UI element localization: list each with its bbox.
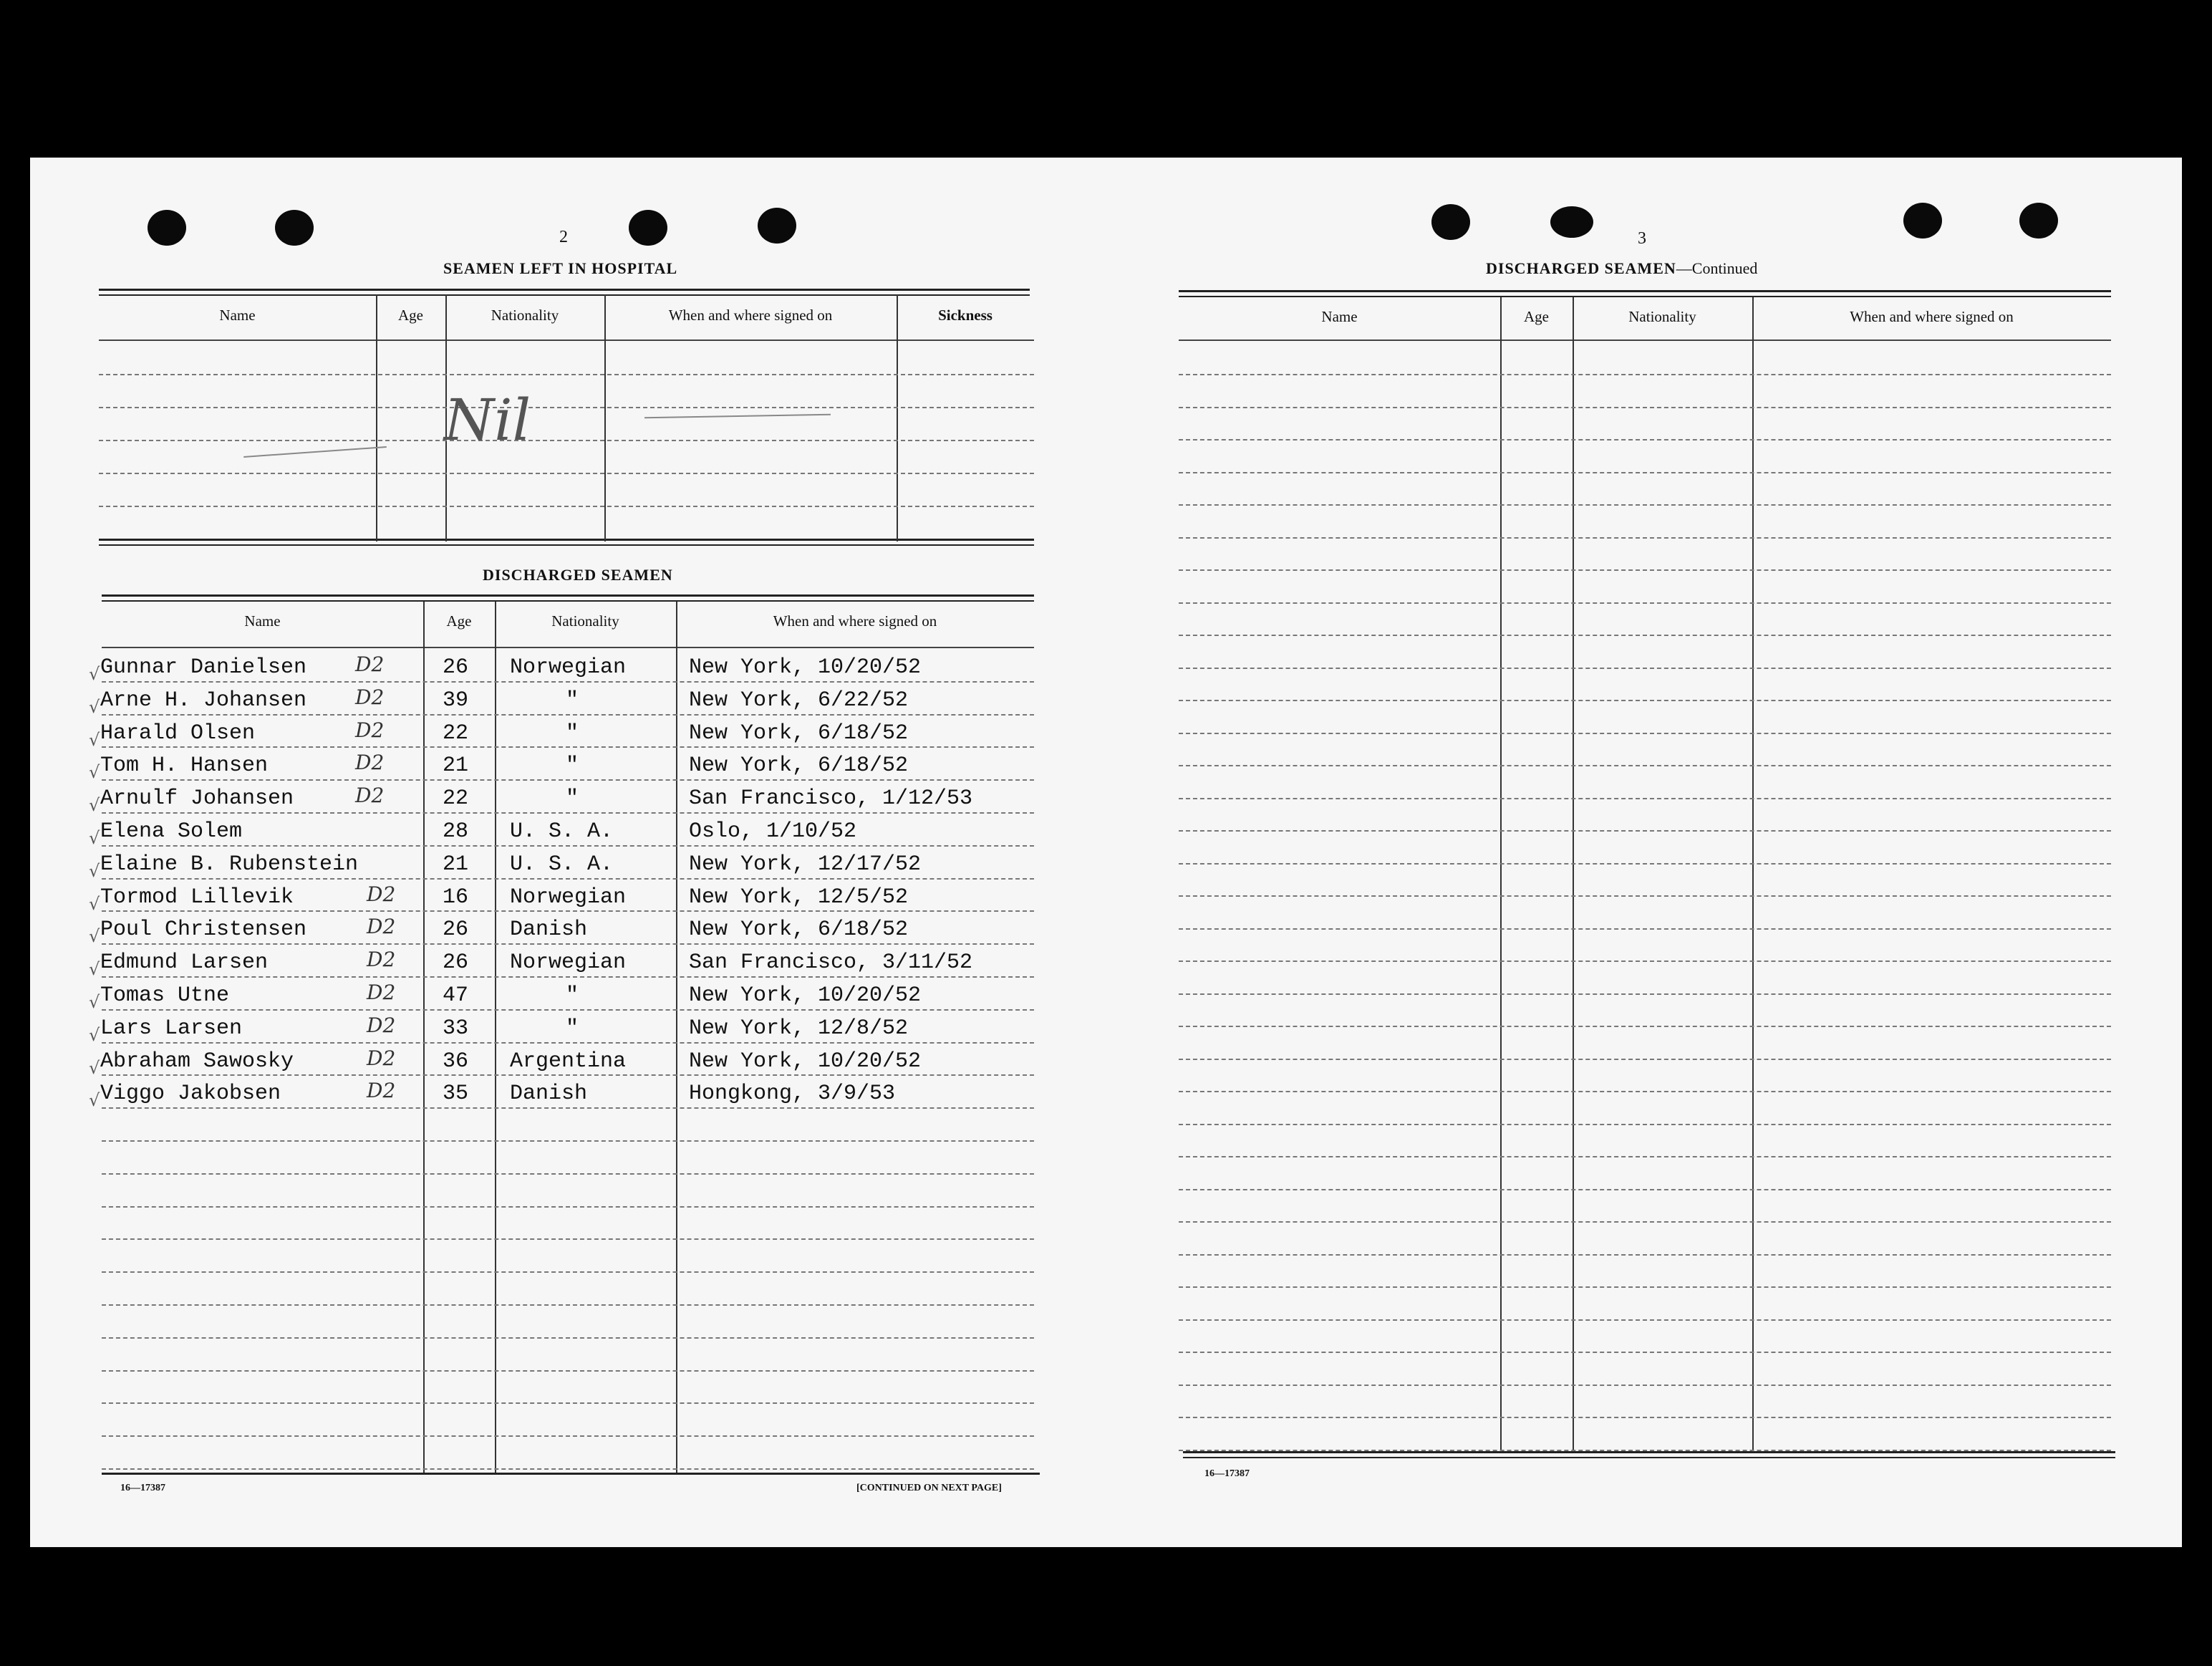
seaman-name: Arne H. Johansen [100,688,307,713]
ruled-line [1179,765,2111,766]
ruled-line [102,1042,1034,1044]
table-top-rule [1179,296,2111,297]
handwritten-mark: D2 [367,882,396,906]
seaman-signed-on: New York, 10/20/52 [689,983,922,1008]
ruled-line [1179,374,2111,375]
punch-hole [1431,204,1470,240]
ruled-line [1179,960,2111,962]
column-header-nationality: Nationality [551,612,619,630]
ruled-line [102,1304,1034,1306]
seaman-age: 47 [443,983,469,1008]
ruled-line [1179,733,2111,734]
column-divider [376,294,377,541]
seaman-age: 26 [443,655,469,680]
table-top-rule [1179,290,2111,292]
handwritten-mark: D2 [355,653,385,676]
seaman-name: Gunnar Danielsen [100,655,307,680]
check-mark-icon: √ [89,1025,100,1045]
punch-hole [758,208,796,244]
page-number: 3 [1638,229,1646,248]
seaman-age: 21 [443,753,469,778]
check-mark-icon: √ [89,664,100,684]
seaman-age: 35 [443,1082,469,1106]
handwritten-mark: D2 [367,1046,396,1070]
ruled-line [1179,1091,2111,1092]
seaman-signed-on: New York, 10/20/52 [689,655,922,680]
discharged-section-title: DISCHARGED SEAMEN [483,566,673,584]
seaman-name: Lars Larsen [100,1016,243,1041]
ruled-line [1179,407,2111,408]
ruled-line [1179,668,2111,669]
table-top-rule [102,600,1034,602]
handwritten-mark: D2 [355,751,385,774]
check-mark-icon: √ [89,861,100,881]
check-mark-icon: √ [89,697,100,717]
seaman-age: 39 [443,688,469,713]
seaman-nationality: " [566,983,579,1008]
punch-hole [629,210,667,246]
handwritten-mark: D2 [367,1079,396,1102]
table-bottom-rule [99,539,1034,541]
column-divider [423,602,425,1473]
hospital-section-title: SEAMEN LEFT IN HOSPITAL [443,259,678,277]
ruled-line [102,1238,1034,1240]
form-number: 16—17387 [1204,1468,1250,1479]
handwritten-mark: D2 [367,948,396,971]
seaman-age: 22 [443,786,469,811]
seaman-nationality: Norwegian [510,950,627,975]
column-divider [495,602,496,1473]
ruled-line [99,407,1034,408]
seaman-nationality: " [566,721,579,746]
seaman-signed-on: New York, 12/8/52 [689,1016,909,1041]
ruled-line [1179,700,2111,701]
ruled-line [102,1468,1034,1470]
seaman-name: Elena Solem [100,819,243,844]
table-top-rule [99,294,1030,296]
ruled-line [102,1009,1034,1011]
ruled-line [102,1271,1034,1273]
column-header-signed-on: When and where signed on [1850,308,2014,325]
ruled-line [1179,1417,2111,1418]
seaman-signed-on: New York, 12/17/52 [689,852,922,877]
punch-hole [1903,203,1942,239]
ruled-line [102,1074,1034,1076]
ruled-line [1179,1026,2111,1027]
seaman-nationality: Norwegian [510,885,627,910]
ruled-line [1179,439,2111,440]
seaman-nationality: U. S. A. [510,819,614,844]
seaman-age: 16 [443,885,469,910]
column-divider [1500,297,1502,1452]
ruled-line [1179,537,2111,539]
ruled-line [1179,1254,2111,1256]
ruled-line [102,878,1034,880]
handwritten-mark: D2 [355,718,385,742]
ruled-line [102,812,1034,814]
ruled-line [99,473,1034,474]
column-header-name: Name [244,612,281,630]
ruled-line [1179,1059,2111,1060]
punch-hole [148,210,186,246]
seaman-name: Tormod Lillevik [100,885,294,910]
seaman-nationality: Argentina [510,1049,627,1074]
continued-note: [CONTINUED ON NEXT PAGE] [856,1483,1002,1493]
check-mark-icon: √ [89,992,100,1012]
seaman-signed-on: New York, 12/5/52 [689,885,909,910]
punch-hole [1550,206,1593,238]
check-mark-icon: √ [89,926,100,946]
ruled-line [102,746,1034,748]
ruled-line [102,714,1034,716]
seaman-nationality: Norwegian [510,655,627,680]
seaman-signed-on: New York, 10/20/52 [689,1049,922,1074]
seaman-name: Poul Christensen [100,918,307,942]
seaman-age: 28 [443,819,469,844]
ruled-line [102,1435,1034,1437]
punch-hole [2019,203,2058,239]
seaman-name: Viggo Jakobsen [100,1082,281,1106]
seaman-name: Abraham Sawosky [100,1049,294,1074]
seaman-nationality: " [566,688,579,713]
ruled-line [102,910,1034,912]
ruled-line [1179,472,2111,473]
column-header-sickness: Sickness [938,307,992,324]
ruled-line [1179,504,2111,506]
seaman-signed-on: San Francisco, 3/11/52 [689,950,973,975]
handwritten-mark: D2 [355,685,385,709]
punch-hole [275,210,314,246]
title-suffix: —Continued [1676,259,1758,277]
check-mark-icon: √ [89,894,100,914]
seaman-age: 33 [443,1016,469,1041]
handwritten-mark: D2 [367,1013,396,1037]
seaman-signed-on: San Francisco, 1/12/53 [689,786,973,811]
column-header-age: Age [398,307,423,324]
check-mark-icon: √ [89,1058,100,1078]
seaman-nationality: " [566,786,579,811]
seaman-signed-on: New York, 6/18/52 [689,918,909,942]
column-header-nationality: Nationality [491,307,559,324]
seaman-name: Edmund Larsen [100,950,269,975]
header-rule [99,340,1034,341]
ruled-line [102,1402,1034,1404]
column-divider [1752,297,1754,1452]
ruled-line [99,440,1034,441]
ruled-line [1179,1156,2111,1157]
ruled-line [102,943,1034,945]
ruled-line [102,779,1034,781]
ruled-line [1179,830,2111,832]
column-divider [897,294,898,541]
seaman-name: Arnulf Johansen [100,786,294,811]
ruled-line [102,976,1034,978]
table-bottom-rule [1183,1451,2115,1453]
page-number: 2 [559,228,568,246]
table-bottom-rule [102,1473,1040,1475]
header-rule [102,647,1034,648]
discharged-continued-title [1486,259,1757,278]
column-header-signed-on: When and where signed on [668,307,833,324]
ruled-line [1179,1450,2111,1451]
ruled-line [1179,1385,2111,1386]
handwritten-mark: D2 [367,915,396,938]
ruled-line [1179,1352,2111,1353]
ruled-line [1179,1124,2111,1125]
ruled-line [102,1337,1034,1339]
column-header-nationality: Nationality [1628,308,1696,325]
form-number: 16—17387 [120,1483,165,1493]
column-divider [676,602,677,1473]
column-header-signed-on: When and where signed on [773,612,937,630]
seaman-nationality: Danish [510,1082,588,1106]
column-divider [604,294,606,541]
check-mark-icon: √ [89,828,100,848]
seaman-signed-on: New York, 6/22/52 [689,688,909,713]
ruled-line [1179,1189,2111,1190]
check-mark-icon: √ [89,762,100,782]
seaman-signed-on: New York, 6/18/52 [689,753,909,778]
ruled-line [1179,993,2111,995]
seaman-nationality: U. S. A. [510,852,614,877]
ruled-line [1179,635,2111,636]
ruled-line [1179,1319,2111,1321]
ruled-line [102,1370,1034,1372]
ruled-line [1179,602,2111,604]
seaman-age: 26 [443,950,469,975]
seaman-name: Tom H. Hansen [100,753,269,778]
column-header-name: Name [219,307,256,324]
table-bottom-rule [99,544,1034,546]
ruled-line [102,1107,1034,1109]
seaman-name: Harald Olsen [100,721,256,746]
seaman-signed-on: Oslo, 1/10/52 [689,819,857,844]
check-mark-icon: √ [89,1090,100,1110]
ruled-line [1179,1286,2111,1288]
ruled-line [102,681,1034,683]
header-rule [1179,340,2111,341]
ruled-line [1179,798,2111,799]
ruled-line [1179,895,2111,897]
seaman-nationality: " [566,753,579,778]
seaman-nationality: " [566,1016,579,1041]
seaman-age: 21 [443,852,469,877]
seaman-name: Tomas Utne [100,983,230,1008]
column-header-age: Age [446,612,472,630]
check-mark-icon: √ [89,730,100,750]
ruled-line [1179,928,2111,930]
ruled-line [102,1140,1034,1142]
ruled-line [102,845,1034,847]
column-header-name: Name [1321,308,1358,325]
ruled-line [102,1206,1034,1208]
ruled-line [99,374,1034,375]
column-divider [1573,297,1574,1452]
handwritten-mark: D2 [355,784,385,807]
check-mark-icon: √ [89,795,100,815]
ruled-line [1179,569,2111,571]
ruled-line [1179,863,2111,865]
title-main: DISCHARGED SEAMEN [1486,259,1676,277]
ruled-line [1179,1221,2111,1223]
handwritten-mark: D2 [367,981,396,1004]
seaman-age: 22 [443,721,469,746]
ruled-line [102,1173,1034,1175]
seaman-name: Elaine B. Rubenstein [100,852,359,877]
seaman-nationality: Danish [510,918,588,942]
table-top-rule [102,594,1034,597]
ruled-line [99,506,1034,507]
seaman-age: 36 [443,1049,469,1074]
column-header-age: Age [1524,308,1549,325]
table-bottom-rule [1183,1457,2115,1458]
handwritten-nil-annotation: Nil [444,387,531,453]
seaman-signed-on: Hongkong, 3/9/53 [689,1082,896,1106]
seaman-age: 26 [443,918,469,942]
table-top-rule [99,289,1030,291]
seaman-signed-on: New York, 6/18/52 [689,721,909,746]
check-mark-icon: √ [89,959,100,979]
